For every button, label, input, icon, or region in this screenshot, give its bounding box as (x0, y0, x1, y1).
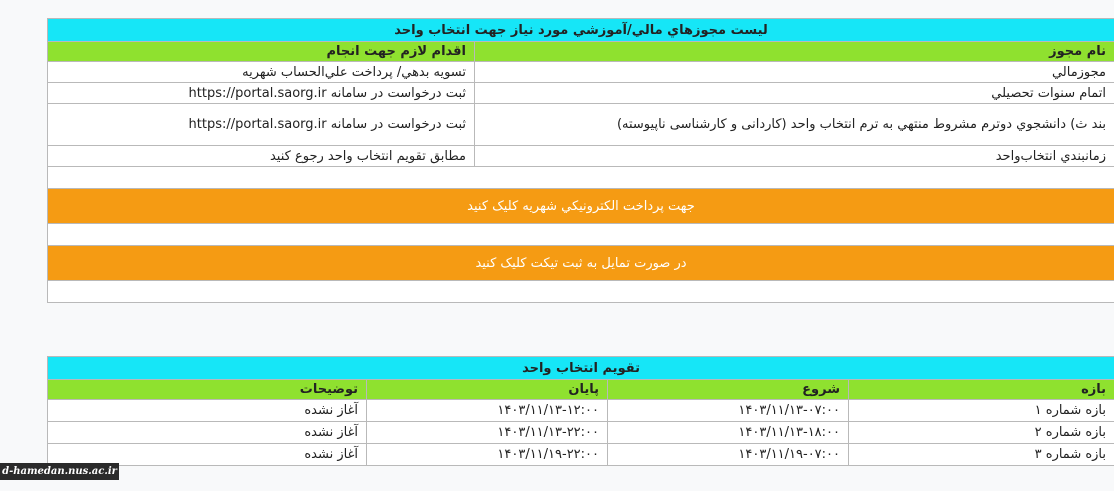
table-row (48, 104, 1114, 146)
site-domain-badge[interactable]: d-hamedan.nus.ac.ir (0, 463, 119, 480)
table-row (48, 146, 1114, 167)
table-row (48, 400, 1114, 422)
header-permit-name: نام مجوز (475, 42, 1114, 62)
notes-cell: آغاز نشده (48, 422, 367, 444)
table-row (48, 83, 1114, 104)
table-row (48, 422, 1114, 444)
header-end: پایان (367, 380, 608, 400)
table-row (48, 444, 1114, 466)
spacer-row (48, 224, 1114, 246)
permit-name: بند ث) دانشجوي دوترم مشروط منتهي به ترم انتخاب واحد (کاردانی و کارشناسی ناپیوسته) (475, 104, 1114, 146)
permit-action: تسويه بدهي/ پرداخت علي‌الحساب شهريه (48, 62, 475, 83)
calendar-title: تقویم انتخاب واحد (48, 357, 1114, 380)
portal-link[interactable]: https://portal.saorg.ir (188, 116, 327, 132)
table-row (48, 62, 1114, 83)
period-cell: بازه شماره ۳ (849, 444, 1114, 466)
start-cell: ۱۴۰۳/۱۱/۱۳-۱۸:۰۰ (608, 422, 849, 444)
end-cell: ۱۴۰۳/۱۱/۱۳-۱۲:۰۰ (367, 400, 608, 422)
header-action: اقدام لازم جهت انجام (48, 42, 475, 62)
submit-ticket-button[interactable]: در صورت تمایل به ثبت تیکت کلیک کنید (48, 246, 1114, 281)
header-notes: توضیحات (48, 380, 367, 400)
permit-action (48, 83, 475, 104)
permits-title: ليست مجوزهاي مالي/آموزشي مورد نياز جهت انتخاب واحد (48, 19, 1114, 42)
header-start: شروع (608, 380, 849, 400)
notes-cell: آغاز نشده (48, 444, 367, 466)
permit-name: اتمام سنوات تحصيلي (475, 83, 1114, 104)
start-cell: ۱۴۰۳/۱۱/۱۳-۰۷:۰۰ (608, 400, 849, 422)
permits-table (47, 18, 1114, 303)
action-text: ثبت درخواست در سامانه (330, 116, 467, 132)
permit-action: مطابق تقویم انتخاب واحد رجوع كنيد (48, 146, 475, 167)
permit-name: مجوزمالي (475, 62, 1114, 83)
notes-cell: آغاز نشده (48, 400, 367, 422)
end-cell: ۱۴۰۳/۱۱/۱۹-۲۲:۰۰ (367, 444, 608, 466)
period-cell: بازه شماره ۱ (849, 400, 1114, 422)
spacer-row (48, 167, 1114, 189)
permit-action (48, 104, 475, 146)
action-text: ثبت درخواست در سامانه (330, 85, 467, 101)
calendar-table (47, 356, 1114, 466)
spacer-row (48, 281, 1114, 303)
portal-link[interactable]: https://portal.saorg.ir (188, 85, 327, 101)
permit-name: زمانبندي انتخاب‌واحد (475, 146, 1114, 167)
end-cell: ۱۴۰۳/۱۱/۱۳-۲۲:۰۰ (367, 422, 608, 444)
start-cell: ۱۴۰۳/۱۱/۱۹-۰۷:۰۰ (608, 444, 849, 466)
header-period: بازه (849, 380, 1114, 400)
pay-tuition-button[interactable]: جهت پرداخت الكترونيكي شهريه كليک كنيد (48, 189, 1114, 224)
period-cell: بازه شماره ۲ (849, 422, 1114, 444)
